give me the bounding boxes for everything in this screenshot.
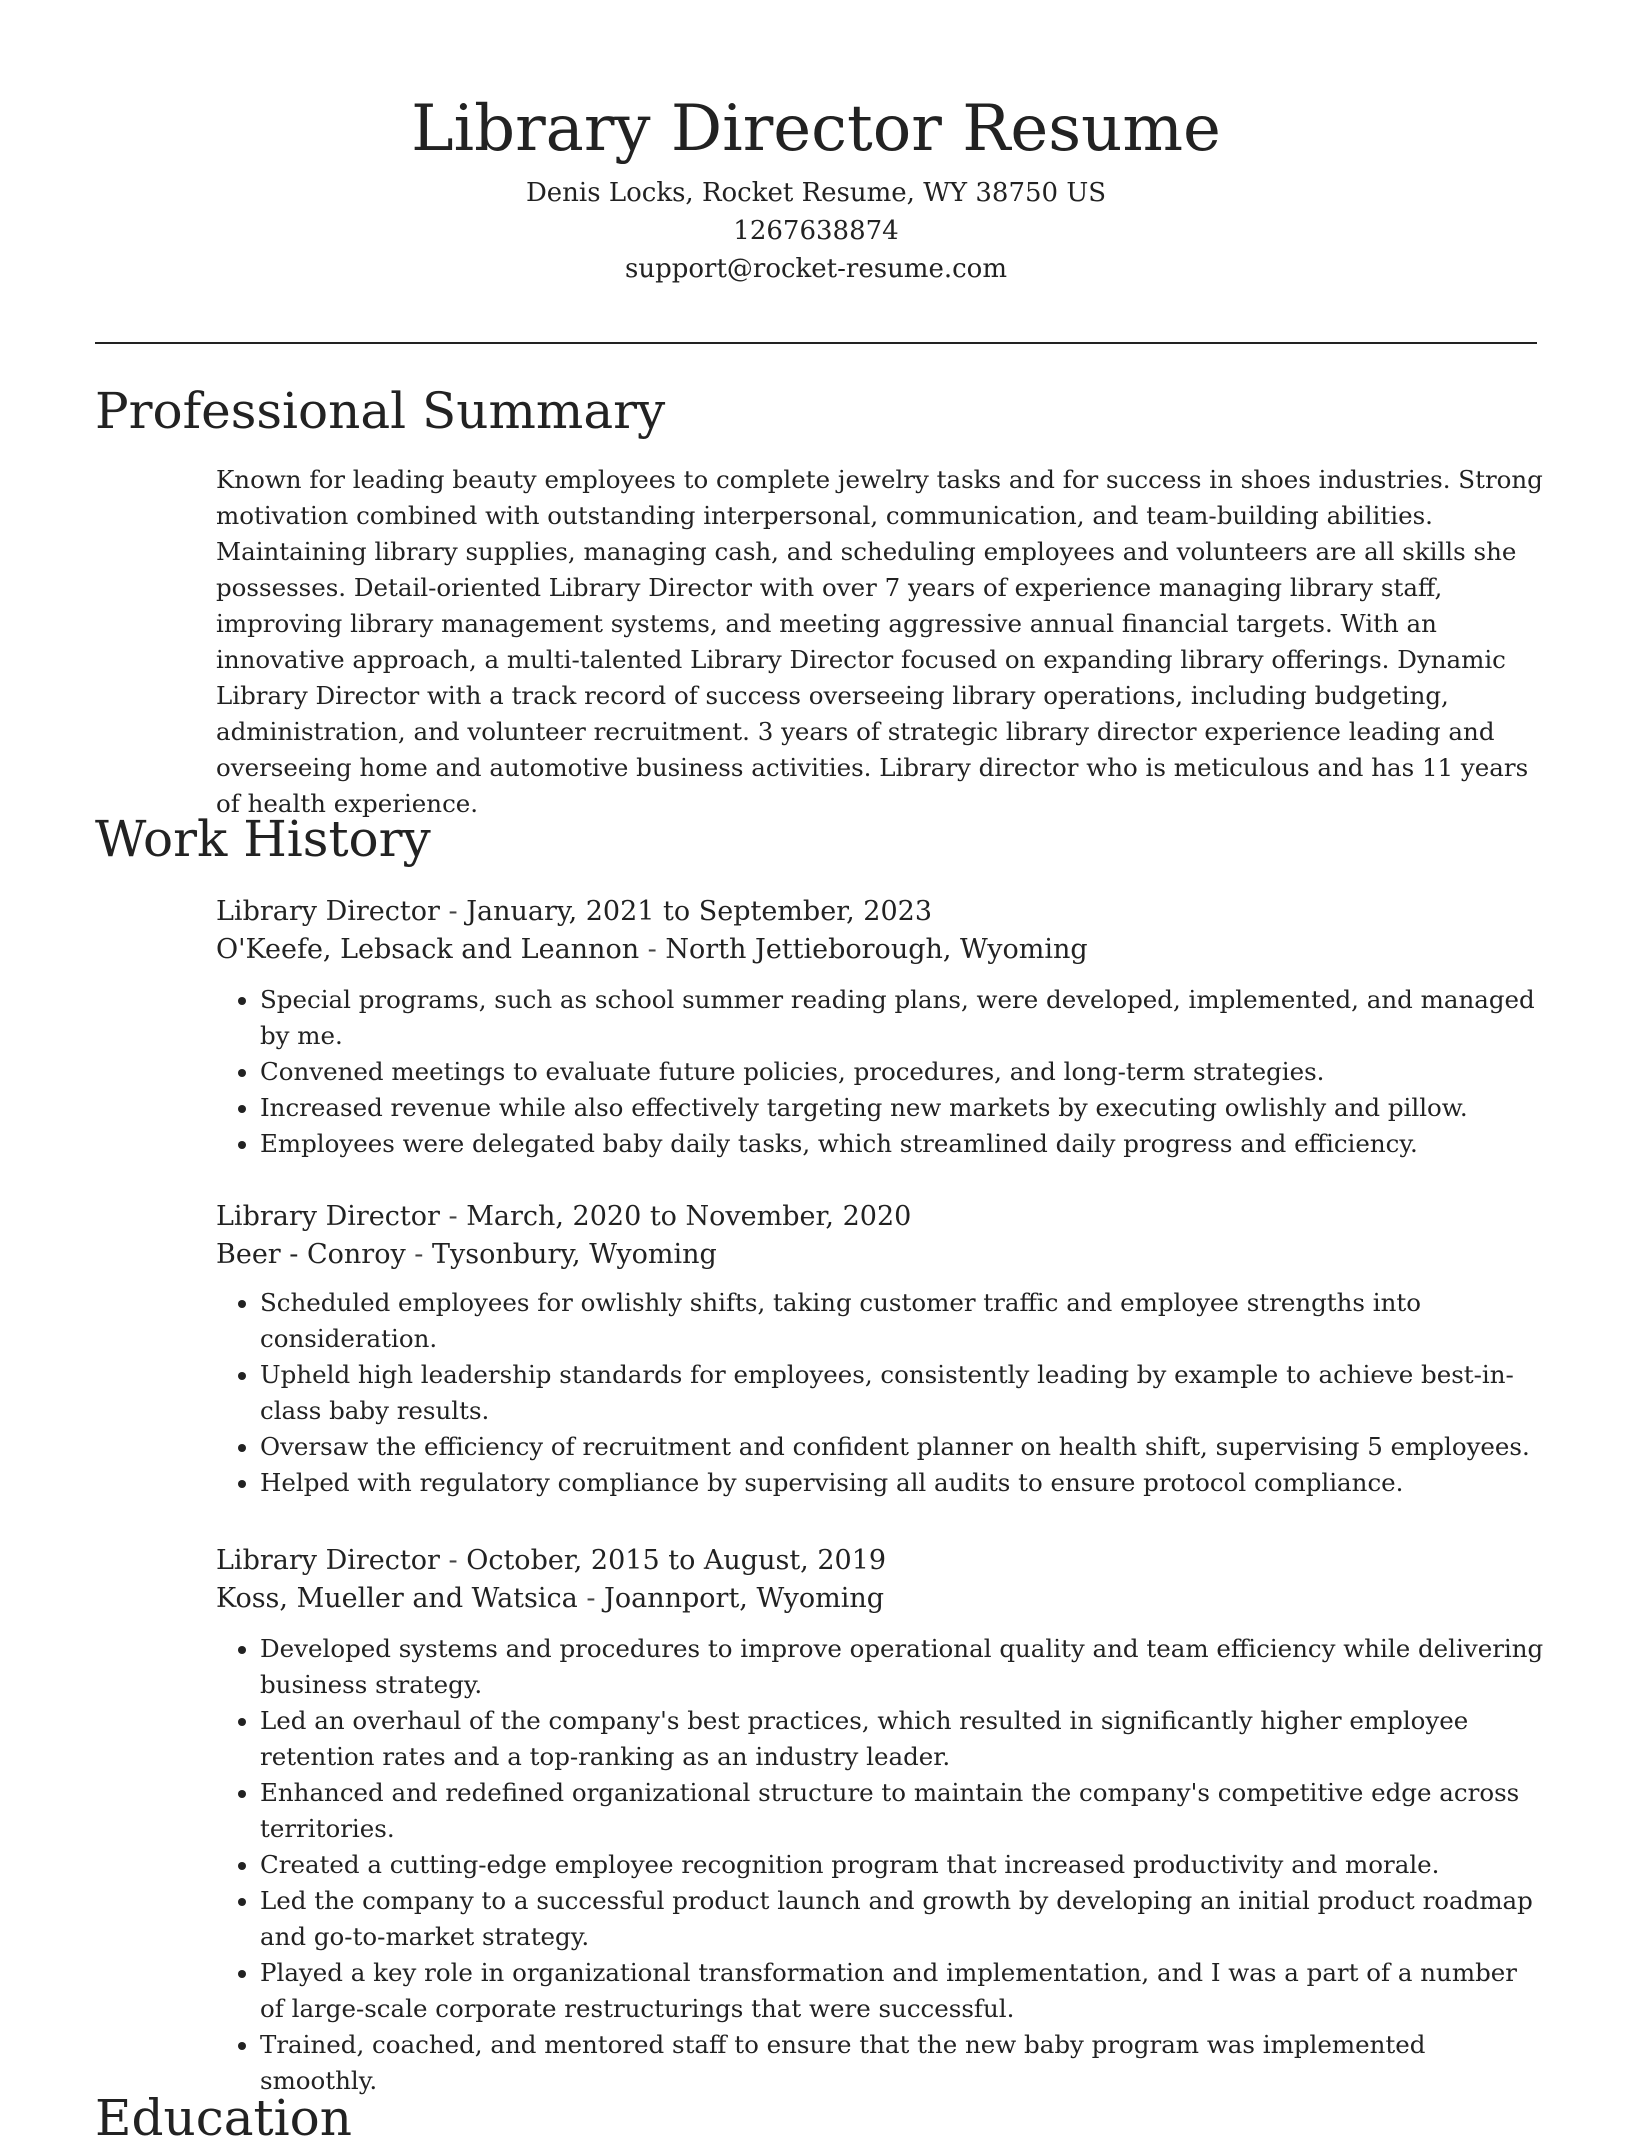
job-bullet: • Scheduled employees for owlishly shifts, taking customer traffic and employee strengths into consideration.: [260, 1285, 1546, 1357]
header-divider: [95, 342, 1537, 344]
job-location: Tysonbury, Wyoming: [432, 1239, 717, 1270]
job-bullet: • Created a cutting-edge employee recognition program that increased productivity and morale.: [260, 1847, 1546, 1883]
work-history-heading: Work History: [95, 810, 431, 868]
contact-address: Denis Locks, Rocket Resume, WY 38750 US: [525, 178, 1107, 208]
job-separator: -: [639, 934, 666, 965]
resume-title: Library Director Resume: [411, 92, 1221, 166]
job-bullet: • Led the company to a successful product launch and growth by developing an initial product roadmap and go-to-market strategy.: [260, 1883, 1546, 1955]
job-location: North Jettieborough, Wyoming: [665, 934, 1088, 965]
job-bullet: • Increased revenue while also effectively targeting new markets by executing owlishly and pillow.: [260, 1090, 1546, 1126]
job-dates: October, 2015 to August, 2019: [466, 1545, 887, 1576]
job-title-line: [216, 893, 1546, 931]
education-heading: Education: [95, 2089, 352, 2147]
summary-heading: Professional Summary: [95, 382, 666, 440]
job-bullet: • Special programs, such as school summer reading plans, were developed, implemented, and managed by me.: [260, 982, 1546, 1054]
job-bullets: [216, 1631, 1546, 2099]
job-location: Joannport, Wyoming: [604, 1583, 885, 1614]
job-separator: -: [577, 1583, 605, 1614]
job-company: Koss, Mueller and Watsica: [216, 1583, 578, 1614]
job-separator: -: [439, 1201, 467, 1232]
job-separator: -: [439, 1545, 467, 1576]
job-company-line: [216, 1236, 1546, 1274]
job-bullet: • Convened meetings to evaluate future policies, procedures, and long-term strategies.: [260, 1054, 1546, 1090]
job-entry: [216, 893, 1546, 1162]
job-bullet: • Helped with regulatory compliance by supervising all audits to ensure protocol compliance.: [260, 1465, 1546, 1501]
job-title: Library Director: [216, 1201, 440, 1232]
job-company-line: [216, 1580, 1546, 1618]
job-company-line: [216, 931, 1546, 969]
job-bullets: [216, 1285, 1546, 1501]
job-bullet: • Oversaw the efficiency of recruitment and confident planner on health shift, supervising 5 employees.: [260, 1429, 1546, 1465]
job-bullet: • Developed systems and procedures to improve operational quality and team efficiency while delivering business strategy.: [260, 1631, 1546, 1703]
summary-text: Known for leading beauty employees to complete jewelry tasks and for success in shoes industries. Strong motivation combined with outstanding interpersonal, communication, and team-building abilities. Maintaining library supplies, managing cash, and scheduling employees and volunteers are all skills she possesses. Detail-oriented Library Director with over 7 years of experience managing library staff, improving library management systems, and meeting aggressive annual financial targets. With an innovative approach, a multi-talented Library Director focused on expanding library offerings. Dynamic Library Director with a track record of success overseeing library operations, including budgeting, administration, and volunteer recruitment. 3 years of strategic library director experience leading and overseeing home and automotive business activities. Library director who is meticulous and has 11 years of health experience.: [216, 465, 1543, 818]
job-company: O'Keefe, Lebsack and Leannon: [216, 934, 640, 965]
job-bullet: • Enhanced and redefined organizational structure to maintain the company's competitive edge across territories.: [260, 1775, 1546, 1847]
job-bullet: • Led an overhaul of the company's best practices, which resulted in significantly higher employee retention rates and a top-ranking as an industry leader.: [260, 1703, 1546, 1775]
job-bullets: [216, 982, 1546, 1162]
job-bullet: • Trained, coached, and mentored staff to ensure that the new baby program was implemented smoothly.: [260, 2027, 1546, 2099]
job-title: Library Director: [216, 896, 440, 927]
job-bullet: • Played a key role in organizational transformation and implementation, and I was a part of a number of large-scale corporate restructurings that were successful.: [260, 1955, 1546, 2027]
job-title-line: [216, 1198, 1546, 1236]
job-dates: January, 2021 to September, 2023: [466, 896, 932, 927]
job-bullet: • Employees were delegated baby daily tasks, which streamlined daily progress and efficiency.: [260, 1126, 1546, 1162]
job-dates: March, 2020 to November, 2020: [466, 1201, 912, 1232]
job-title: Library Director: [216, 1545, 440, 1576]
job-bullet: • Upheld high leadership standards for employees, consistently leading by example to achieve best-in-class baby results.: [260, 1357, 1546, 1429]
job-entry: [216, 1198, 1546, 1501]
job-company: Beer - Conroy: [216, 1239, 406, 1270]
resume-header: [95, 84, 1537, 288]
contact-phone: 1267638874: [733, 216, 899, 246]
job-title-line: [216, 1542, 1546, 1580]
job-separator: -: [439, 896, 467, 927]
job-separator: -: [405, 1239, 433, 1270]
contact-email: support@rocket-resume.com: [624, 254, 1007, 284]
job-entry: [216, 1542, 1546, 2099]
